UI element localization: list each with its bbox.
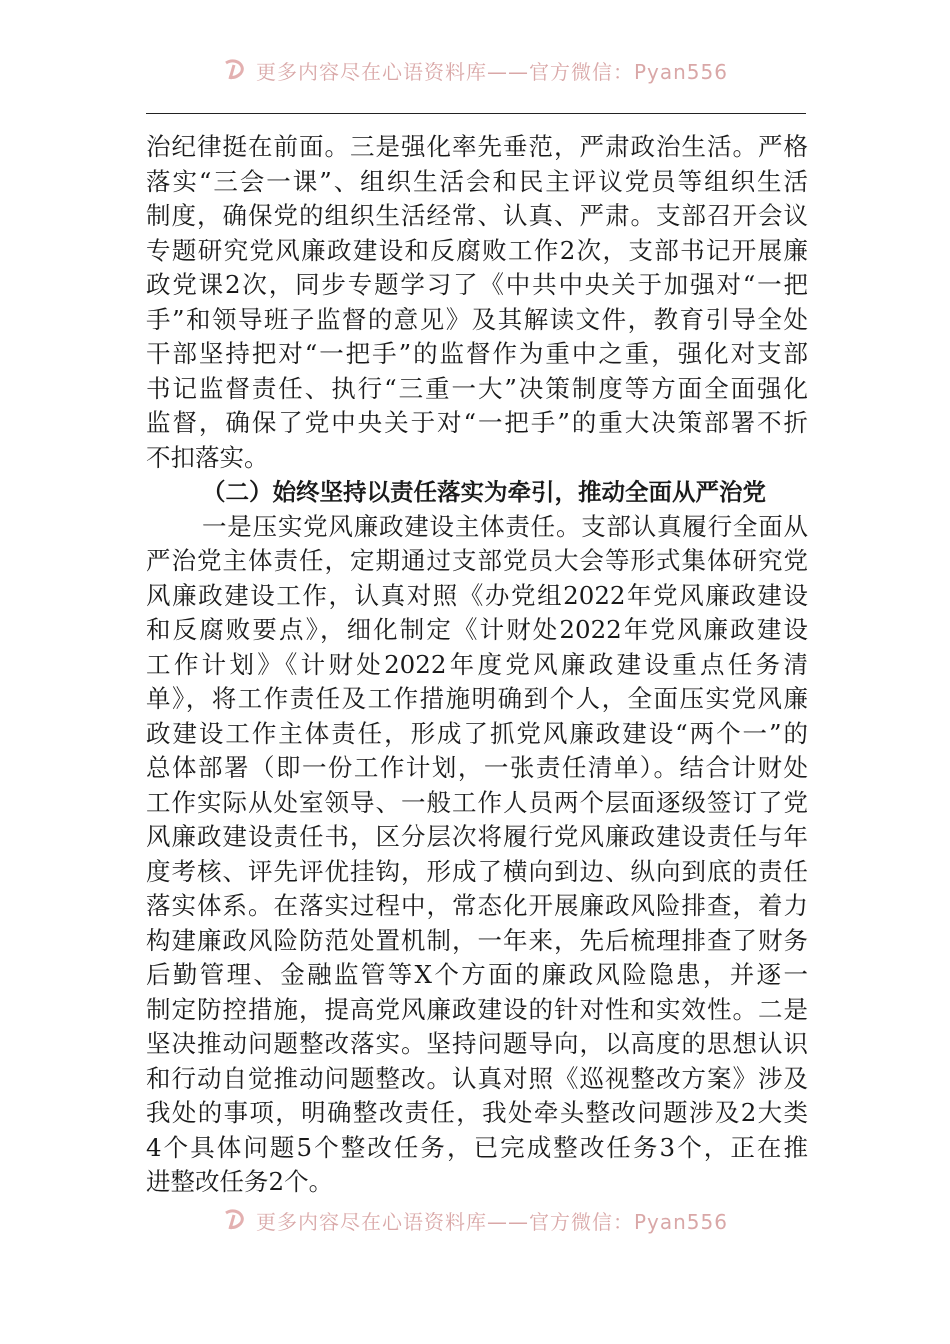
text-line: 工作计划》《计财处2022年度党风廉政建设重点任务清 bbox=[146, 649, 808, 679]
text-line: 落实体系。在落实过程中，常态化开展廉政风险排查，着力 bbox=[146, 891, 808, 920]
text-line: 制度，确保党的组织生活经常、认真、严肃。支部召开会议 bbox=[146, 201, 808, 230]
text-line: 干部坚持把对“一把手”的监督作为重中之重，强化对支部 bbox=[146, 339, 808, 368]
text-line: 度考核、评先评优挂钩，形成了横向到边、纵向到底的责任 bbox=[146, 856, 808, 886]
text-line: 4个具体问题5个整改任务，已完成整改任务3个，正在推 bbox=[146, 1132, 808, 1162]
text-line: 政建设工作主体责任，形成了抓党风廉政建设“两个一”的 bbox=[146, 718, 808, 748]
text-line: 我处的事项，明确整改责任，我处牵头整改问题涉及2大类 bbox=[146, 1098, 808, 1127]
text-line: 落实“三会一课”、组织生活会和民主评议党员等组织生活 bbox=[146, 166, 808, 196]
text-line: 和反腐败要点》，细化制定《计财处2022年党风廉政建设 bbox=[146, 615, 808, 644]
text-line: 制定防控措施，提高党风廉政建设的针对性和实效性。二是 bbox=[146, 994, 808, 1024]
text-line: 工作实际从处室领导、一般工作人员两个层面逐级签订了党 bbox=[146, 787, 808, 817]
watermark-text: 更多内容尽在心语资料库——官方微信：Pyan556 bbox=[255, 59, 728, 84]
text-line: 风廉政建设工作，认真对照《办党组2022年党风廉政建设 bbox=[146, 580, 808, 610]
watermark-logo-icon bbox=[222, 57, 248, 83]
text-line: 不扣落实。 bbox=[146, 442, 269, 472]
header-divider bbox=[146, 113, 806, 114]
text-line: 构建廉政风险防范处置机制，一年来，先后梳理排查了财务 bbox=[146, 925, 808, 955]
document-body bbox=[146, 130, 808, 1200]
text-line: 单》，将工作责任及工作措施明确到个人，全面压实党风廉 bbox=[146, 684, 808, 713]
text-line: 总体部署（即一份工作计划，一张责任清单）。结合计财处 bbox=[146, 753, 808, 782]
text-line: 后勤管理、金融监管等X个方面的廉政风险隐患，并逐一 bbox=[146, 960, 808, 989]
text-line: 书记监督责任、执行“三重一大”决策制度等方面全面强化 bbox=[146, 373, 808, 403]
section-heading: （二）始终坚持以责任落实为牵引，推动全面从严治党 bbox=[202, 478, 766, 506]
text-line: 风廉政建设责任书，区分层次将履行党风廉政建设责任与年 bbox=[146, 822, 808, 851]
text-line: 政党课2次，同步专题学习了《中共中央关于加强对“一把 bbox=[146, 270, 808, 299]
watermark-logo-icon bbox=[222, 1207, 248, 1233]
text-line: 治纪律挺在前面。三是强化率先垂范，严肃政治生活。严格 bbox=[146, 132, 808, 161]
text-line: 严治党主体责任，定期通过支部党员大会等形式集体研究党 bbox=[146, 546, 808, 575]
watermark-text: 更多内容尽在心语资料库——官方微信：Pyan556 bbox=[255, 1209, 728, 1234]
text-line: 一是压实党风廉政建设主体责任。支部认真履行全面从 bbox=[202, 511, 808, 541]
text-line: 手”和领导班子监督的意见》及其解读文件，教育引导全处 bbox=[146, 304, 808, 334]
text-line: 监督，确保了党中央关于对“一把手”的重大决策部署不折 bbox=[146, 408, 808, 437]
text-line: 坚决推动问题整改落实。坚持问题导向，以高度的思想认识 bbox=[146, 1029, 808, 1058]
text-line: 和行动自觉推动问题整改。认真对照《巡视整改方案》涉及 bbox=[146, 1063, 808, 1093]
text-line: 进整改任务2个。 bbox=[146, 1167, 334, 1196]
footer-watermark bbox=[0, 1200, 950, 1240]
header-watermark bbox=[0, 50, 950, 90]
text-line: 专题研究党风廉政建设和反腐败工作2次，支部书记开展廉 bbox=[146, 235, 808, 265]
